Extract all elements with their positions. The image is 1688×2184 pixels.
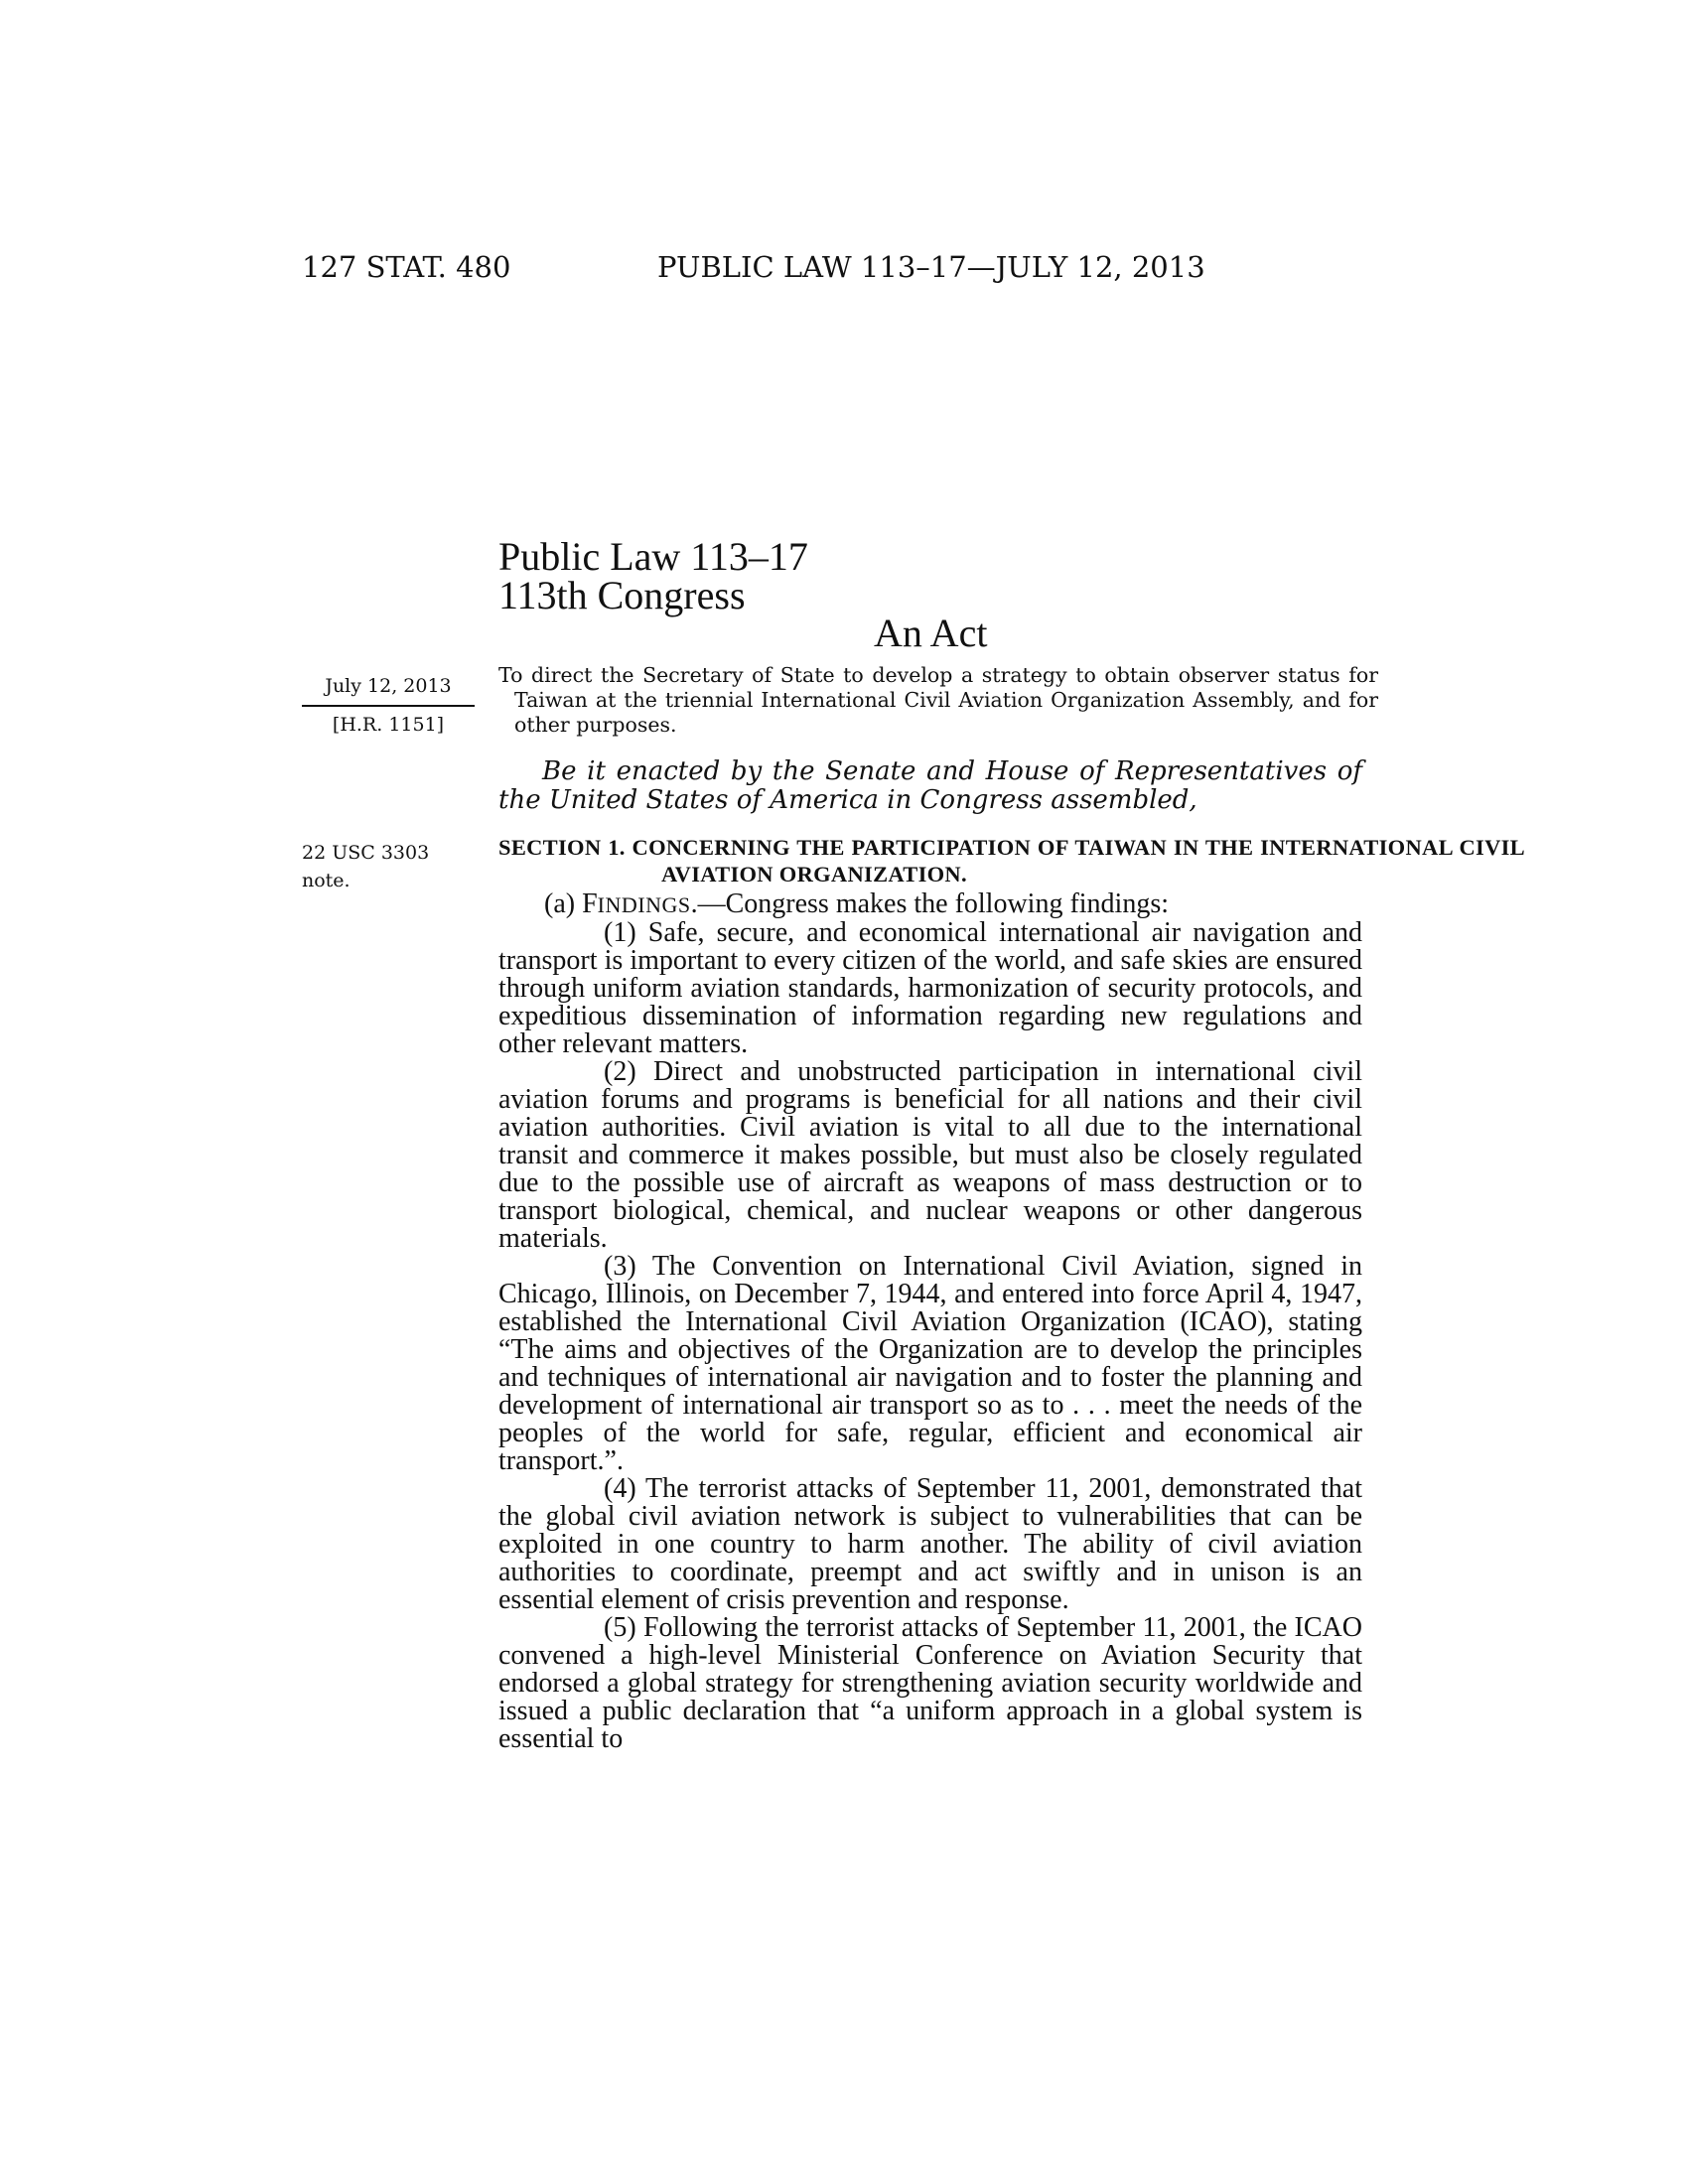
congress-title: 113th Congress <box>498 573 746 617</box>
subsection-caption-initial: F <box>582 888 598 919</box>
subsection-a <box>498 890 1362 919</box>
bill-number: [H.R. 1151] <box>332 714 445 736</box>
act-purpose: To direct the Secretary of State to develop a strategy to obtain observer status for Taiwan at the triennial International Civil Aviation Organization Assembly, and for other purposes. <box>498 663 1378 737</box>
page-stat-reference: 127 STAT. 480 <box>302 250 511 284</box>
usc-citation: 22 USC 3303 <box>302 842 430 864</box>
an-act-heading: An Act <box>874 611 988 655</box>
margin-usc-note <box>302 839 429 894</box>
public-law-title: Public Law 113–17 <box>498 534 808 579</box>
finding-paragraph: (3) The Convention on International Civil Aviation, signed in Chicago, Illinois, on December 7, 1944, and entered into force April 4, 1947, established the International Civil Aviation Organization (ICAO), stating “The aims and objectives of the Organization are to develop the principles and techniques of international air navigation and to foster the planning and development of international air transport so as to . . . meet the needs of the peoples of the world for safe, regular, efficient and economical air transport.”. <box>498 1251 1362 1476</box>
section-body <box>498 890 1362 1753</box>
subsection-caption-rest: INDINGS <box>597 892 691 917</box>
enacting-clause: Be it enacted by the Senate and House of Representatives of the United States of America in Congress assembled, <box>498 756 1362 815</box>
finding-paragraph: (4) The terrorist attacks of September 11, 2001, demonstrated that the global civil aviation network is subject to vulnerabilities that can be exploited in one country to harm another. The ability of civil aviation authorities to coordinate, preempt and act swiftly and in unison is an essential element of crisis prevention and response. <box>498 1473 1362 1615</box>
subsection-label: (a) <box>544 888 583 919</box>
margin-date-bill-note <box>302 672 475 739</box>
finding-paragraph: (2) Direct and unobstructed participation in international civil aviation forums and programs is beneficial for all nations and their civil aviation authorities. Civil aviation is vital to all due to the international transit and commerce it makes possible, but must also be closely regulated due to the possible use of aircraft as weapons of mass destruction or to transport biological, chemical, and nuclear weapons or other dangerous materials. <box>498 1056 1362 1254</box>
usc-note-label: note. <box>302 870 351 891</box>
date-divider <box>302 705 475 707</box>
section-heading: SECTION 1. CONCERNING THE PARTICIPATION OF TAIWAN IN THE INTERNATIONAL CIVIL AVIATION ORGANIZATION. <box>498 835 1525 887</box>
subsection-text: .—Congress makes the following findings: <box>690 888 1170 919</box>
finding-paragraph: (1) Safe, secure, and economical international air navigation and transport is important to every citizen of the world, and safe skies are ensured through uniform aviation standards, harmonization of security protocols, and expeditious dissemination of information regarding new regulations and other relevant matters. <box>498 917 1362 1059</box>
running-header-law-reference: PUBLIC LAW 113–17—JULY 12, 2013 <box>657 250 1205 284</box>
enactment-date: July 12, 2013 <box>325 675 452 697</box>
finding-paragraph: (5) Following the terrorist attacks of September 11, 2001, the ICAO convened a high-level Ministerial Conference on Aviation Security that endorsed a global strategy for strengthening aviation security worldwide and issued a public declaration that “a uniform approach in a global system is essential to <box>498 1612 1362 1754</box>
